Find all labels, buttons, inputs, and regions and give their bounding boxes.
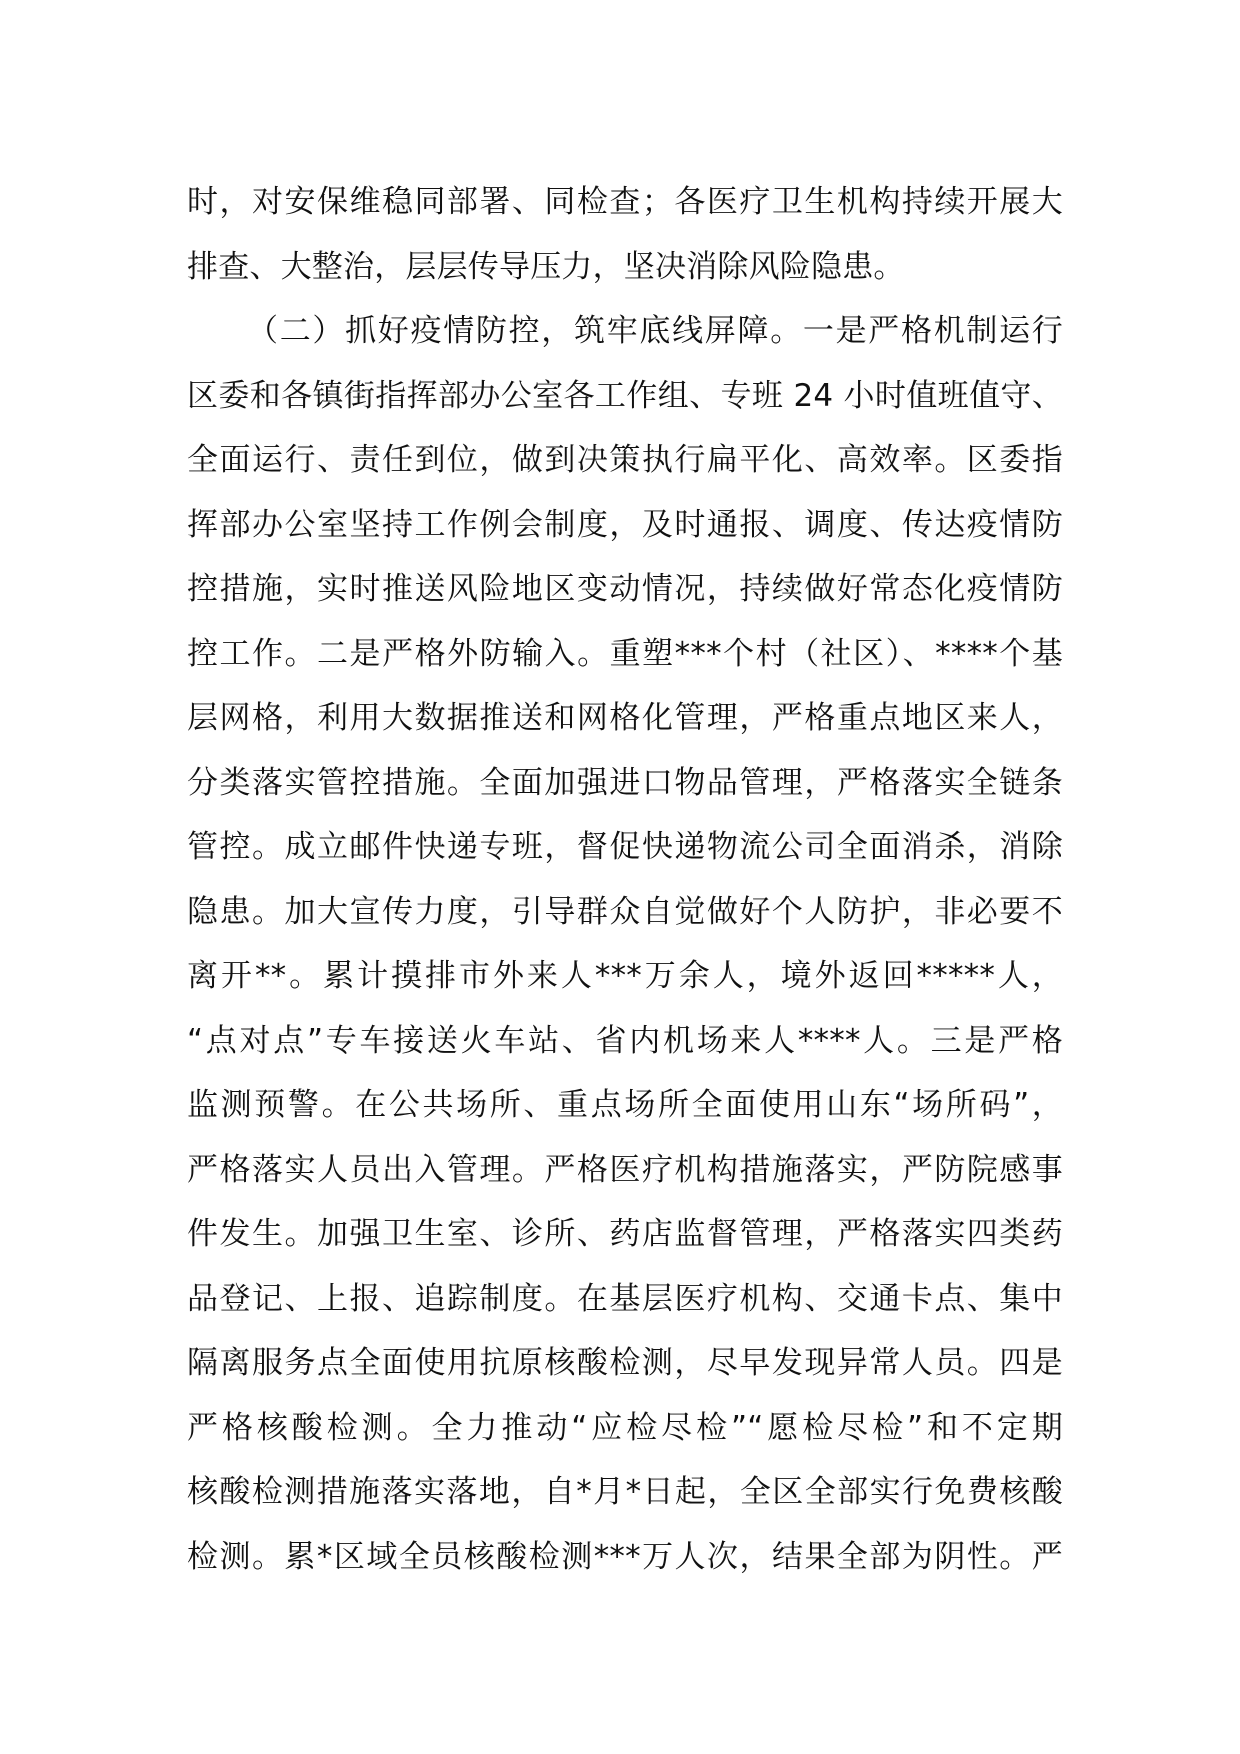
text-line: 时，对安保维稳同部署、同检查；各医疗卫生机构持续开展大 <box>187 184 1063 220</box>
body-text <box>187 170 1063 1589</box>
text-line: 严格落实人员出入管理。严格医疗机构措施落实，严防院感事 <box>187 1151 1063 1188</box>
text-line: “点对点”专车接送火车站、省内机场来人****人。三是严格 <box>187 1022 1063 1059</box>
text-line: 控措施，实时推送风险地区变动情况，持续做好常态化疫情防 <box>187 571 1063 607</box>
text-line: 核酸检测措施落实落地，自*月*日起，全区全部实行免费核酸 <box>187 1474 1063 1510</box>
text-line: 排查、大整治，层层传导压力，坚决消除风险隐患。 <box>187 248 905 285</box>
text-line: 区委和各镇街指挥部办公室各工作组、专班 24 小时值班值守、 <box>187 377 1063 414</box>
text-line: 隐患。加大宣传力度，引导群众自觉做好个人防护，非必要不 <box>187 893 1063 930</box>
paragraph-heading-line: （二）抓好疫情防控，筑牢底线屏障。一是严格机制运行 <box>247 313 1063 349</box>
text-line: 全面运行、责任到位，做到决策执行扁平化、高效率。区委指 <box>187 442 1063 478</box>
text-line: 监测预警。在公共场所、重点场所全面使用山东“场所码”， <box>187 1087 1063 1123</box>
text-line: 分类落实管控措施。全面加强进口物品管理，严格落实全链条 <box>187 764 1063 801</box>
text-line: 严格核酸检测。全力推动“应检尽检”“愿检尽检”和不定期 <box>187 1409 1063 1446</box>
text-line: 管控。成立邮件快递专班，督促快递物流公司全面消杀，消除 <box>187 829 1063 865</box>
text-line: 检测。累*区域全员核酸检测***万人次，结果全部为阴性。严 <box>187 1538 1063 1575</box>
text-line: 离开**。累计摸排市外来人***万余人，境外返回*****人， <box>187 958 1063 994</box>
text-line: 层网格，利用大数据推送和网格化管理，严格重点地区来人， <box>187 700 1063 736</box>
text-line: 隔离服务点全面使用抗原核酸检测，尽早发现异常人员。四是 <box>187 1345 1063 1381</box>
text-line: 挥部办公室坚持工作例会制度，及时通报、调度、传达疫情防 <box>187 506 1063 543</box>
text-line: 件发生。加强卫生室、诊所、药店监督管理，严格落实四类药 <box>187 1216 1063 1252</box>
text-line: 控工作。二是严格外防输入。重塑***个村（社区）、****个基 <box>187 635 1063 672</box>
text-line: 品登记、上报、追踪制度。在基层医疗机构、交通卡点、集中 <box>187 1280 1063 1317</box>
